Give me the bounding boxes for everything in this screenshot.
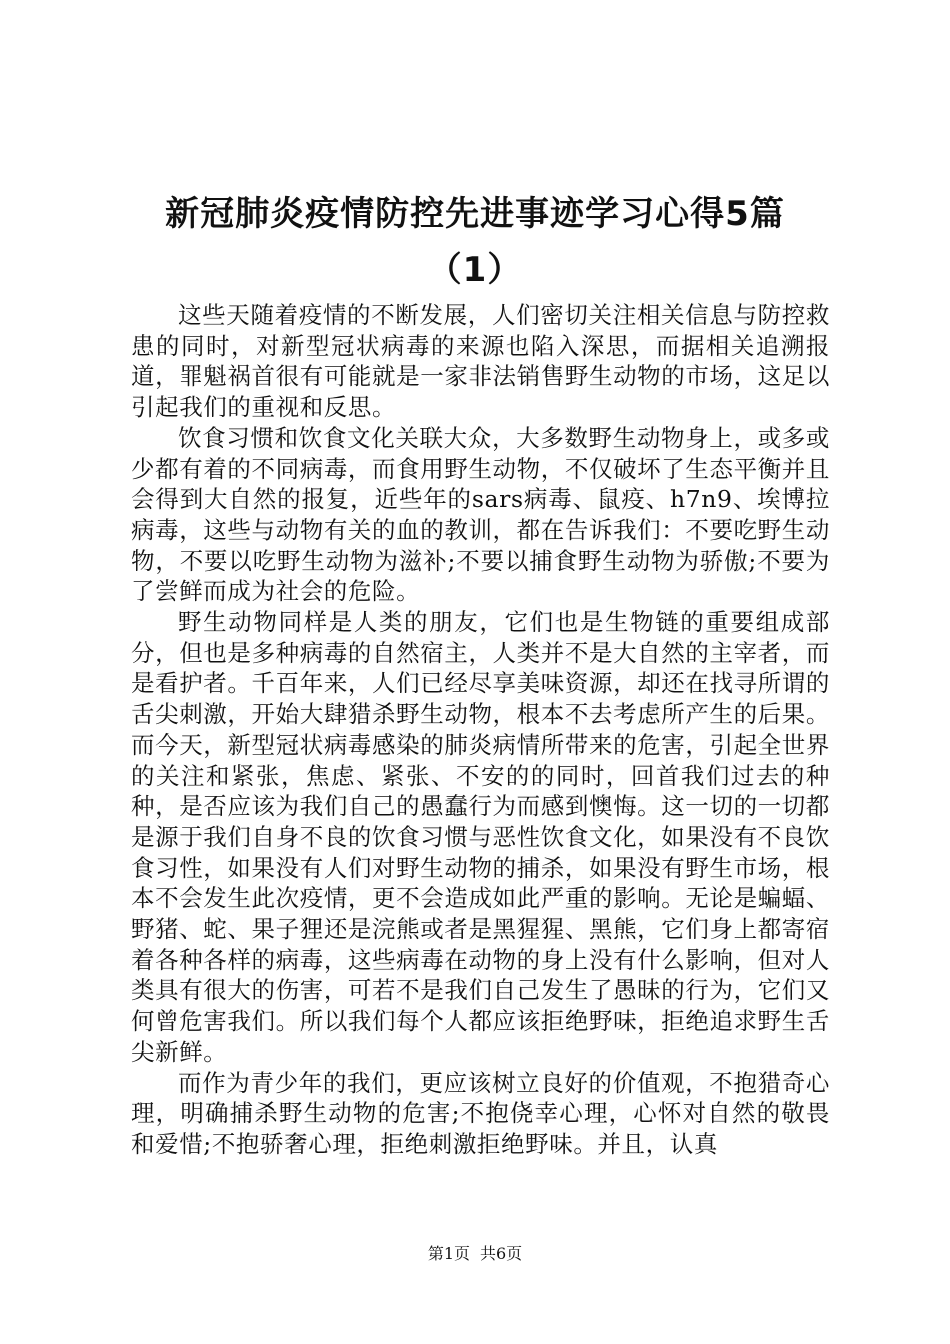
document-title [120, 186, 830, 298]
page-footer [0, 1244, 950, 1264]
page-number: 第1页 [427, 1244, 470, 1263]
paragraph-2: 饮食习惯和饮食文化关联大众，大多数野生动物身上，或多或少都有着的不同病毒，而食用野生动物，不仅破坏了生态平衡并且会得到大自然的报复，近些年的sars病毒、鼠疫、h7n9、埃博拉病毒，这些与动物有关的血的教训，都在告诉我们：不要吃野生动物，不要以吃野生动物为滋补;不要以捕食野生动物为骄傲;不要为了尝鲜而成为社会的危险。 [131, 423, 830, 606]
document-body [131, 300, 830, 1160]
paragraph-3: 野生动物同样是人类的朋友，它们也是生物链的重要组成部分，但也是多种病毒的自然宿主，人类并不是大自然的主宰者，而是看护者。千百年来，人们已经尽享美味资源，却还在找寻所谓的舌尖刺激，开始大肆猎杀野生动物，根本不去考虑所产生的后果。而今天，新型冠状病毒感染的肺炎病情所带来的危害，引起全世界的关注和紧张，焦虑、紧张、不安的的同时，回首我们过去的种种，是否应该为我们自己的愚蠢行为而感到懊悔。这一切的一切都是源于我们自身不良的饮食习惯与恶性饮食文化，如果没有不良饮食习性，如果没有人们对野生动物的捕杀，如果没有野生市场，根本不会发生此次疫情，更不会造成如此严重的影响。无论是蝙蝠、野猪、蛇、果子狸还是浣熊或者是黑猩猩、黑熊，它们身上都寄宿着各种各样的病毒，这些病毒在动物的身上没有什么影响，但对人类具有很大的伤害，可若不是我们自己发生了愚昧的行为，它们又何曾危害我们。所以我们每个人都应该拒绝野味，拒绝追求野生舌尖新鲜。 [131, 608, 830, 1066]
title-line-1: 新冠肺炎疫情防控先进事迹学习心得5篇 [165, 194, 785, 234]
title-line-2: （1） [427, 250, 523, 290]
page-total: 共6页 [480, 1244, 523, 1263]
paragraph-1: 这些天随着疫情的不断发展，人们密切关注相关信息与防控救患的同时，对新型冠状病毒的来源也陷入深思，而据相关追溯报道，罪魁祸首很有可能就是一家非法销售野生动物的市场，这足以引起我们的重视和反思。 [131, 301, 830, 422]
paragraph-4: 而作为青少年的我们，更应该树立良好的价值观，不抱猎奇心理，明确捕杀野生动物的危害;不抱侥幸心理，心怀对自然的敬畏和爱惜;不抱骄奢心理，拒绝刺激拒绝野味。并且，认真 [131, 1068, 830, 1158]
